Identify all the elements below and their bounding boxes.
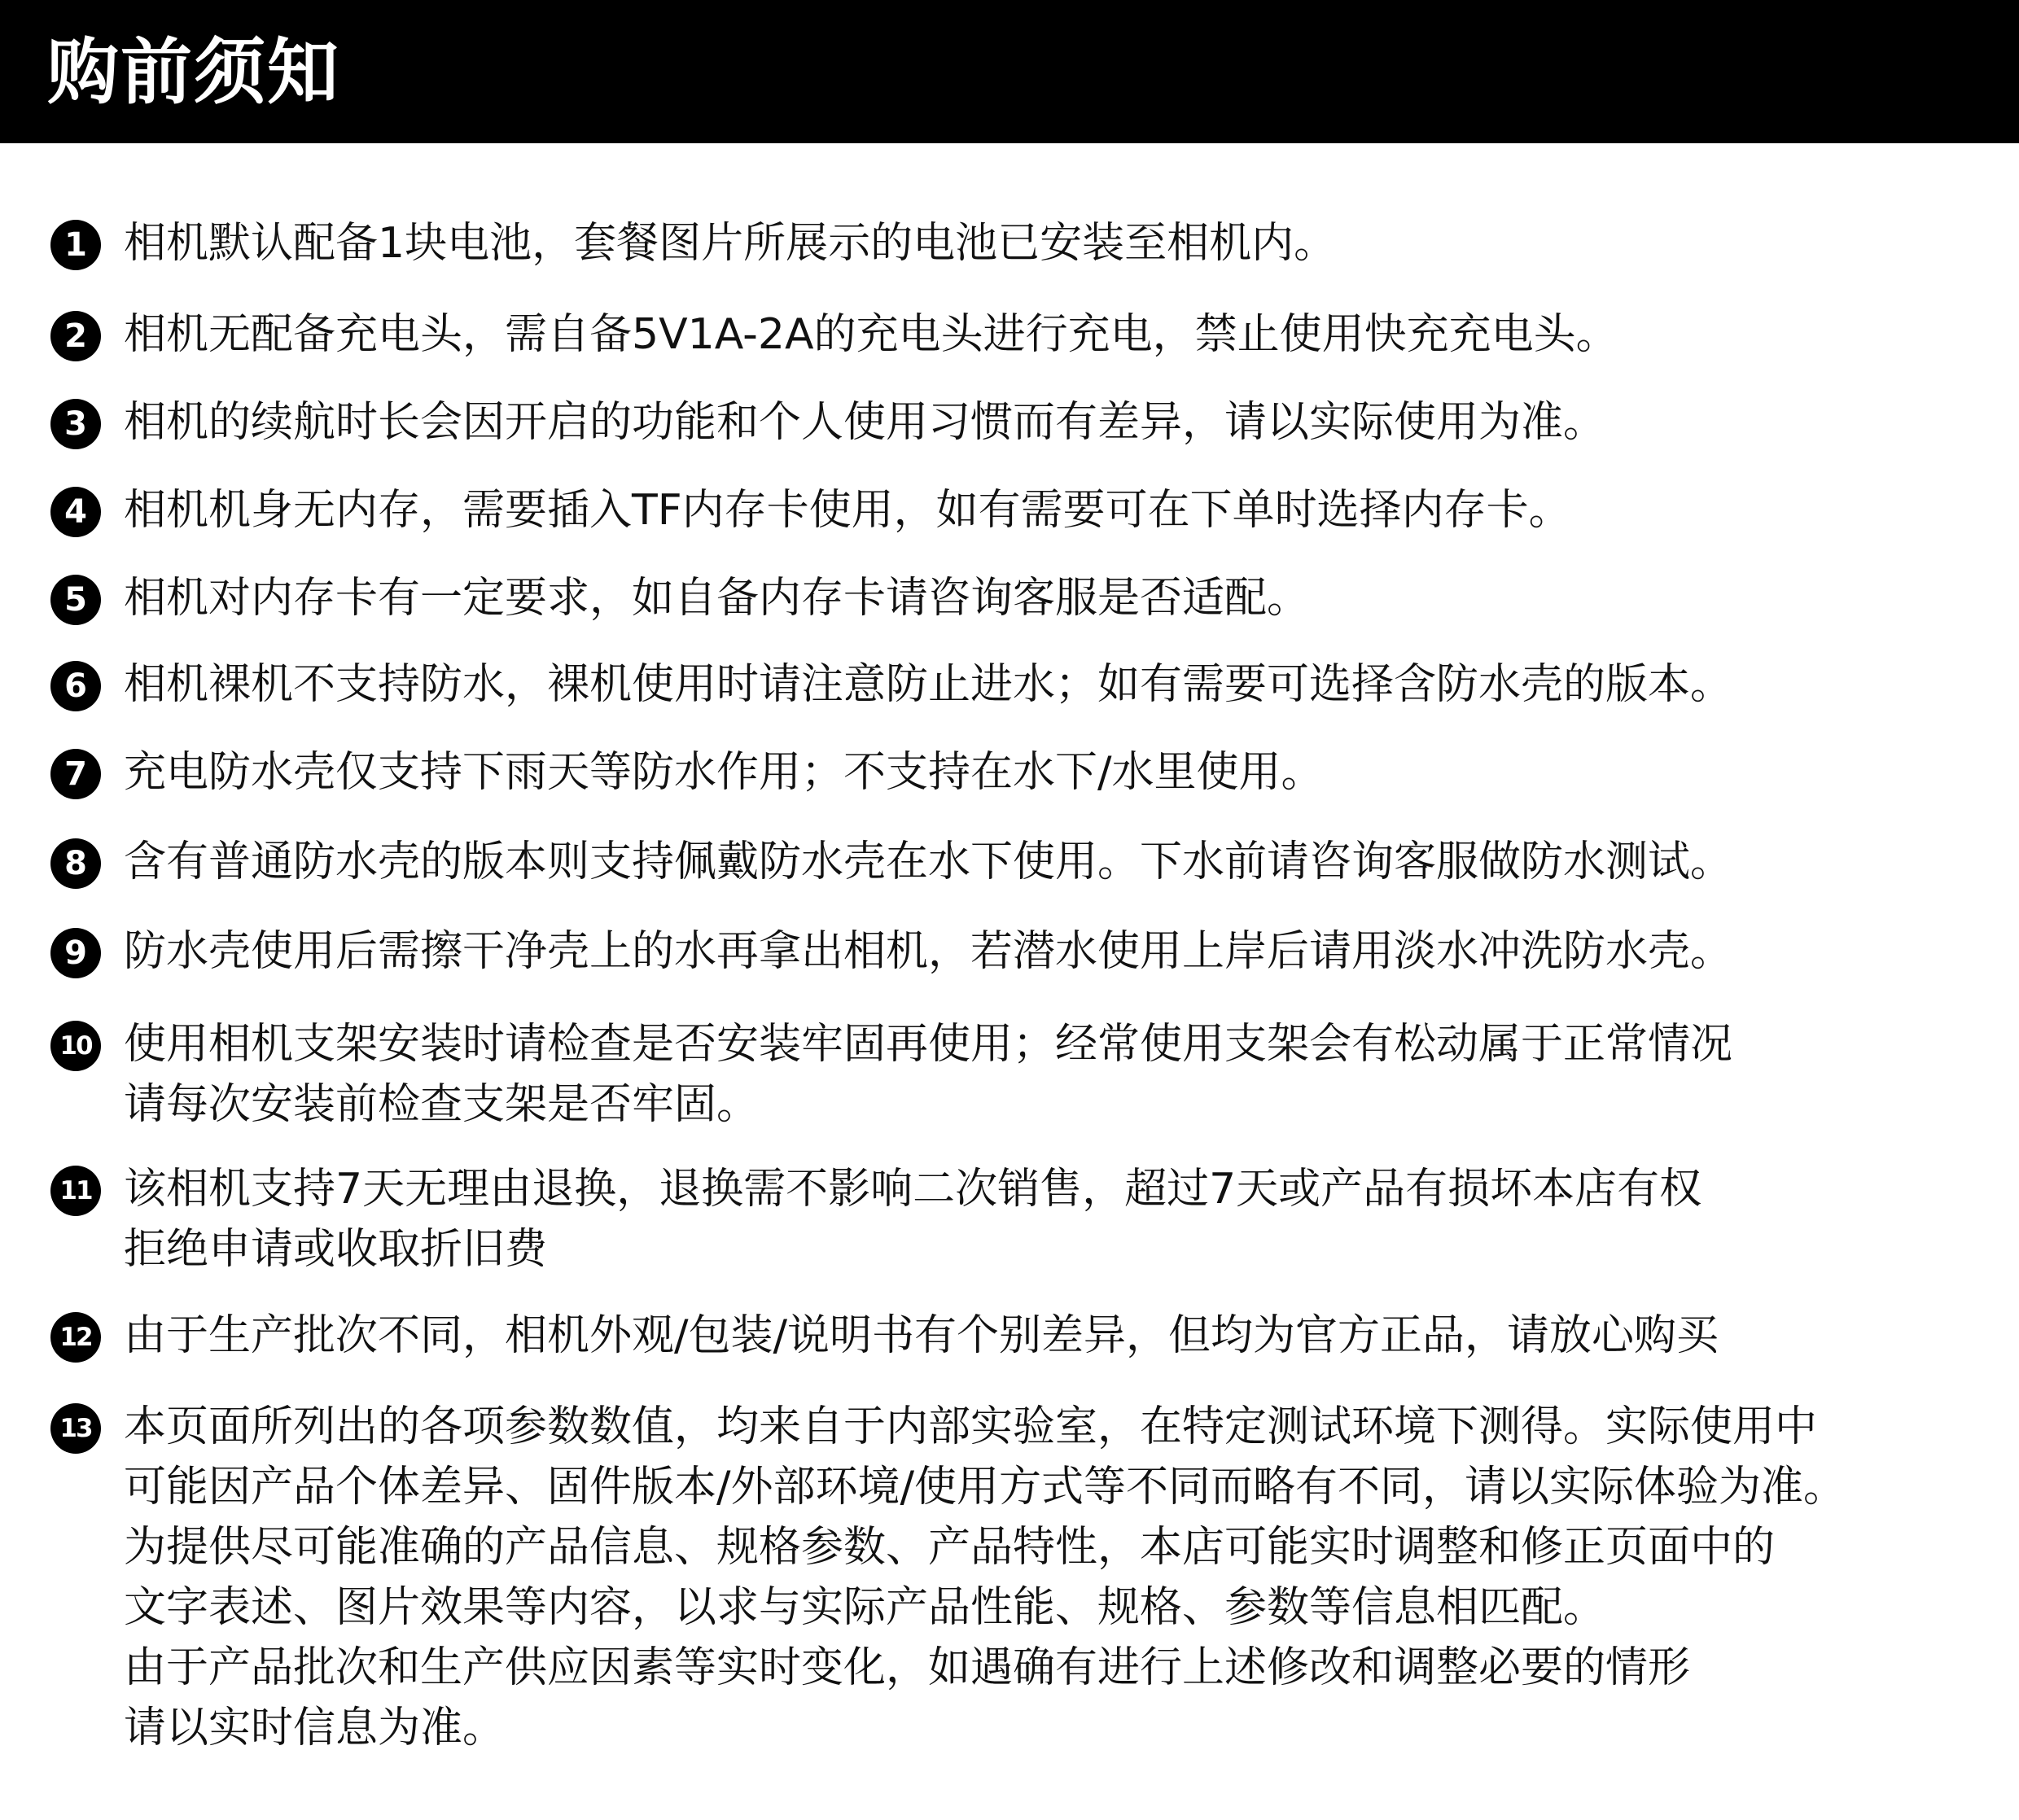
notice-text <box>124 392 2012 453</box>
notice-text <box>124 654 2012 715</box>
number-5-badge: 5 <box>50 575 101 625</box>
notice-line: 使用相机支架安装时请检查是否安装牢固再使用；经常使用支架会有松动属于正常情况 <box>124 1020 1733 1069</box>
notice-line: 请以实时信息为准。 <box>124 1704 506 1752</box>
notice-text <box>124 1014 2012 1135</box>
notice-line: 该相机支持7天无理由退换，退换需不影响二次销售，超过7天或产品有损坏本店有权 <box>124 1165 1702 1214</box>
number-8-badge: 8 <box>50 838 101 889</box>
notice-text <box>124 921 2012 982</box>
notice-text <box>124 480 2012 540</box>
notice-line: 拒绝申请或收取折旧费 <box>124 1225 548 1274</box>
number-13-badge: 13 <box>50 1403 101 1454</box>
notice-text <box>124 568 2012 628</box>
notice-line: 由于产品批次和生产供应因素等实时变化，如遇确有进行上述修改和调整必要的情形 <box>124 1643 1691 1692</box>
notice-text <box>124 304 2012 365</box>
notice-line: 由于生产批次不同，相机外观/包装/说明书有个别差异，但均为官方正品，请放心购买 <box>124 1311 1719 1360</box>
notice-line: 相机默认配备1块电池，套餐图片所展示的电池已安装至相机内。 <box>124 219 1337 268</box>
notice-text <box>124 832 2012 892</box>
page-title: 购前须知 <box>47 30 341 114</box>
number-9-badge: 9 <box>50 928 101 978</box>
number-6-badge: 6 <box>50 661 101 711</box>
notice-line: 相机裸机不支持防水，裸机使用时请注意防止进水；如有需要可选择含防水壳的版本。 <box>124 660 1733 709</box>
number-10-badge: 10 <box>50 1021 101 1071</box>
notice-line: 为提供尽可能准确的产品信息、规格参数、产品特性，本店可能实时调整和修正页面中的 <box>124 1523 1776 1572</box>
number-12-badge: 12 <box>50 1312 101 1363</box>
notice-line: 相机无配备充电头，需自备5V1A-2A的充电头进行充电，禁止使用快充充电头。 <box>124 310 1618 359</box>
notice-line: 本页面所列出的各项参数数值，均来自于内部实验室，在特定测试环境下测得。实际使用中 <box>124 1402 1818 1451</box>
number-2-badge: 2 <box>50 311 101 361</box>
notice-line: 相机对内存卡有一定要求，如自备内存卡请咨询客服是否适配。 <box>124 574 1310 623</box>
notice-line: 请每次安装前检查支架是否牢固。 <box>124 1080 760 1129</box>
number-11-badge: 11 <box>50 1166 101 1216</box>
notice-line: 文字表述、图片效果等内容，以求与实际产品性能、规格、参数等信息相匹配。 <box>124 1583 1606 1632</box>
notice-line: 防水壳使用后需擦干净壳上的水再拿出相机，若潜水使用上岸后请用淡水冲洗防水壳。 <box>124 927 1733 976</box>
number-7-badge: 7 <box>50 749 101 799</box>
notice-line: 相机的续航时长会因开启的功能和个人使用习惯而有差异，请以实际使用为准。 <box>124 398 1606 447</box>
notice-text <box>124 213 2012 273</box>
notice-text <box>124 1159 2012 1280</box>
notice-text <box>124 1397 2012 1758</box>
notice-line: 含有普通防水壳的版本则支持佩戴防水壳在水下使用。下水前请咨询客服做防水测试。 <box>124 838 1733 886</box>
number-1-badge: 1 <box>50 220 101 270</box>
number-3-badge: 3 <box>50 399 101 449</box>
notice-line: 可能因产品个体差异、固件版本/外部环境/使用方式等不同而略有不同，请以实际体验为准。 <box>124 1463 1846 1512</box>
number-4-badge: 4 <box>50 487 101 537</box>
notice-text <box>124 1306 2012 1366</box>
notice-line: 相机机身无内存，需要插入TF内存卡使用，如有需要可在下单时选择内存卡。 <box>124 486 1571 535</box>
notice-text <box>124 742 2012 803</box>
notice-line: 充电防水壳仅支持下雨天等防水作用；不支持在水下/水里使用。 <box>124 748 1324 797</box>
